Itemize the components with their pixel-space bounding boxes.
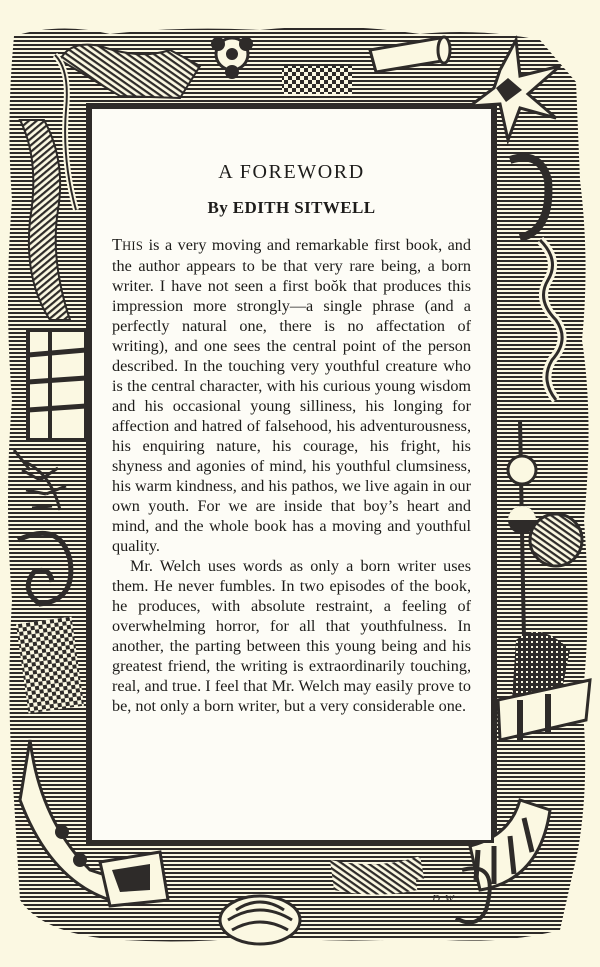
foreword-body	[112, 235, 471, 716]
lead-smallcaps: HIS	[122, 239, 144, 253]
paragraph-1	[112, 235, 471, 556]
paragraph-1-text: is a very moving and remarkable first book, and the author appears to be that very rare being, a born writer. I have not seen a first boŏk that produces this impression more strongly—a single phrase (and a perfectly natural one, there is no affectation of writing), and one sees the central point of the person described. In the touching very youthful creature who is the central character, with his curious young wisdom and his occasional young silliness, his longing for affection and hatred of falsehood, his adventurousness, his enquiring nature, his courage, his fright, his shyness and agonies of mind, his youthful clumsiness, his warm kindness, and his pathos, we live again in our own youth. For we are inside that boy’s heart and mind, and the whole book has a moving and youthful quality.	[112, 236, 471, 555]
page-title: A FOREWORD	[218, 161, 365, 183]
paragraph-2: Mr. Welch uses words as only a born writer uses them. He never fumbles. In two episodes of the book, he produces, with absolute restraint, a feeling of overwhelming horror, for all that youthfulness. In another, the parting between this young being and his greatest friend, the writing is extraordinarily touching, real, and true. I feel that Mr. Welch may easily prove to be, not only a born writer, but a very considerable one.	[112, 557, 471, 715]
artist-monogram: D.W.	[432, 893, 458, 905]
drop-cap: T	[112, 235, 123, 254]
foreword-panel	[89, 106, 494, 843]
byline: By EDITH SITWELL	[207, 198, 376, 217]
